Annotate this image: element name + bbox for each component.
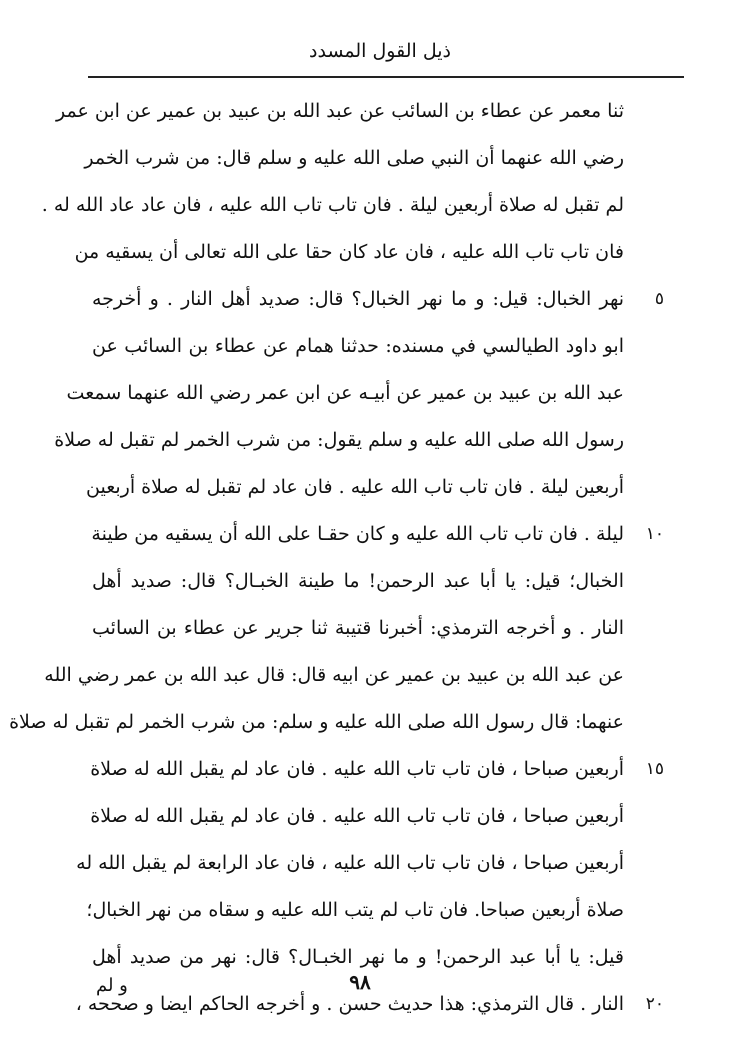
line-text: ليلة . فان تاب تاب الله عليه و كان حقـا على الله أن يسقيه من طينة <box>91 523 624 545</box>
line-text: النار . قال الترمذي: هذا حديث حسن . و أخرجه الحاكم ايضا و صححه ، <box>75 993 624 1015</box>
text-line <box>90 746 664 793</box>
text-line <box>92 558 624 605</box>
line-text: ابو داود الطيالسي في مسنده: حدثنا همام عن عطاء بن السائب عن <box>92 335 624 357</box>
line-text: نهر الخبال: قيل: و ما نهر الخبال؟ قال: صديد أهل النار . و أخرجه <box>92 288 624 310</box>
line-text: صلاة أربعين صباحا. فان تاب لم يتب الله عليه و سقاه من نهر الخبال؛ <box>86 899 624 921</box>
text-line <box>54 417 624 464</box>
text-line <box>9 699 624 746</box>
line-number: ٥ <box>654 289 664 309</box>
text-body <box>9 88 664 1028</box>
text-line <box>76 840 624 887</box>
line-text: رضي الله عنهما أن النبي صلى الله عليه و سلم قال: من شرب الخمر <box>84 147 624 169</box>
line-number: ١٠ <box>645 524 664 544</box>
line-text: عبد الله بن عبيد بن عمير عن أبيـه عن ابن عمر رضي الله عنهما سمعت <box>66 382 624 404</box>
header-rule <box>88 76 684 78</box>
line-number: ٢٠ <box>645 994 664 1014</box>
line-number: ١٥ <box>645 759 664 779</box>
line-text: أربعين صباحا ، فان تاب تاب الله عليه . فان عاد لم يقبل الله له صلاة <box>90 758 624 780</box>
running-header: ذيل القول المسدد <box>309 40 451 62</box>
text-line <box>41 182 624 229</box>
text-line <box>74 229 624 276</box>
page-number: ٩٨ <box>349 970 371 994</box>
text-line <box>84 135 624 182</box>
text-line <box>55 88 624 135</box>
text-line <box>92 793 624 840</box>
line-text: أربعين ليلة . فان تاب تاب الله عليه . فان عاد لم تقبل له صلاة أربعين <box>86 476 624 498</box>
text-line <box>92 276 664 323</box>
line-text: أربعين صباحا ، فان تاب تاب الله عليه . فان عاد لم يقبل الله له صلاة <box>90 805 624 827</box>
catchword: و لم <box>96 975 128 996</box>
text-line <box>86 464 624 511</box>
line-text: عن عبد الله بن عبيد بن عمير عن ابيه قال: قال عبد الله بن عمر رضي الله <box>44 664 624 686</box>
text-line <box>44 652 624 699</box>
line-text: رسول الله صلى الله عليه و سلم يقول: من شرب الخمر لم تقبل له صلاة <box>54 429 624 451</box>
line-text: ثنا معمر عن عطاء بن السائب عن عبد الله بن عبيد بن عمير عن ابن عمر <box>55 100 624 122</box>
line-text: أربعين صباحا ، فان تاب تاب الله عليه ، فان عاد الرابعة لم يقبل الله له <box>76 852 624 874</box>
text-line <box>91 511 664 558</box>
line-text: عنهما: قال رسول الله صلى الله عليه و سلم: من شرب الخمر لم تقبل له صلاة <box>9 711 624 733</box>
line-text: فان تاب تاب الله عليه ، فان عاد كان حقا على الله تعالى أن يسقيه من <box>74 241 624 263</box>
line-text: قيل: يا أبا عبد الرحمن! و ما نهر الخبـال؟ قال: نهر من صديد أهل <box>92 946 624 968</box>
text-line <box>92 605 624 652</box>
line-text: الخبال؛ قيل: يا أبا عبد الرحمن! ما طينة الخبـال؟ قال: صديد أهل <box>92 570 624 592</box>
text-line <box>86 887 624 934</box>
text-line <box>66 370 624 417</box>
line-text: النار . و أخرجه الترمذي: أخبرنا قتيبة ثنا جرير عن عطاء بن السائب <box>92 617 624 639</box>
text-line <box>92 323 624 370</box>
line-text: لم تقبل له صلاة أربعين ليلة . فان تاب تاب الله عليه ، فان عاد عاد الله له . <box>41 194 624 216</box>
